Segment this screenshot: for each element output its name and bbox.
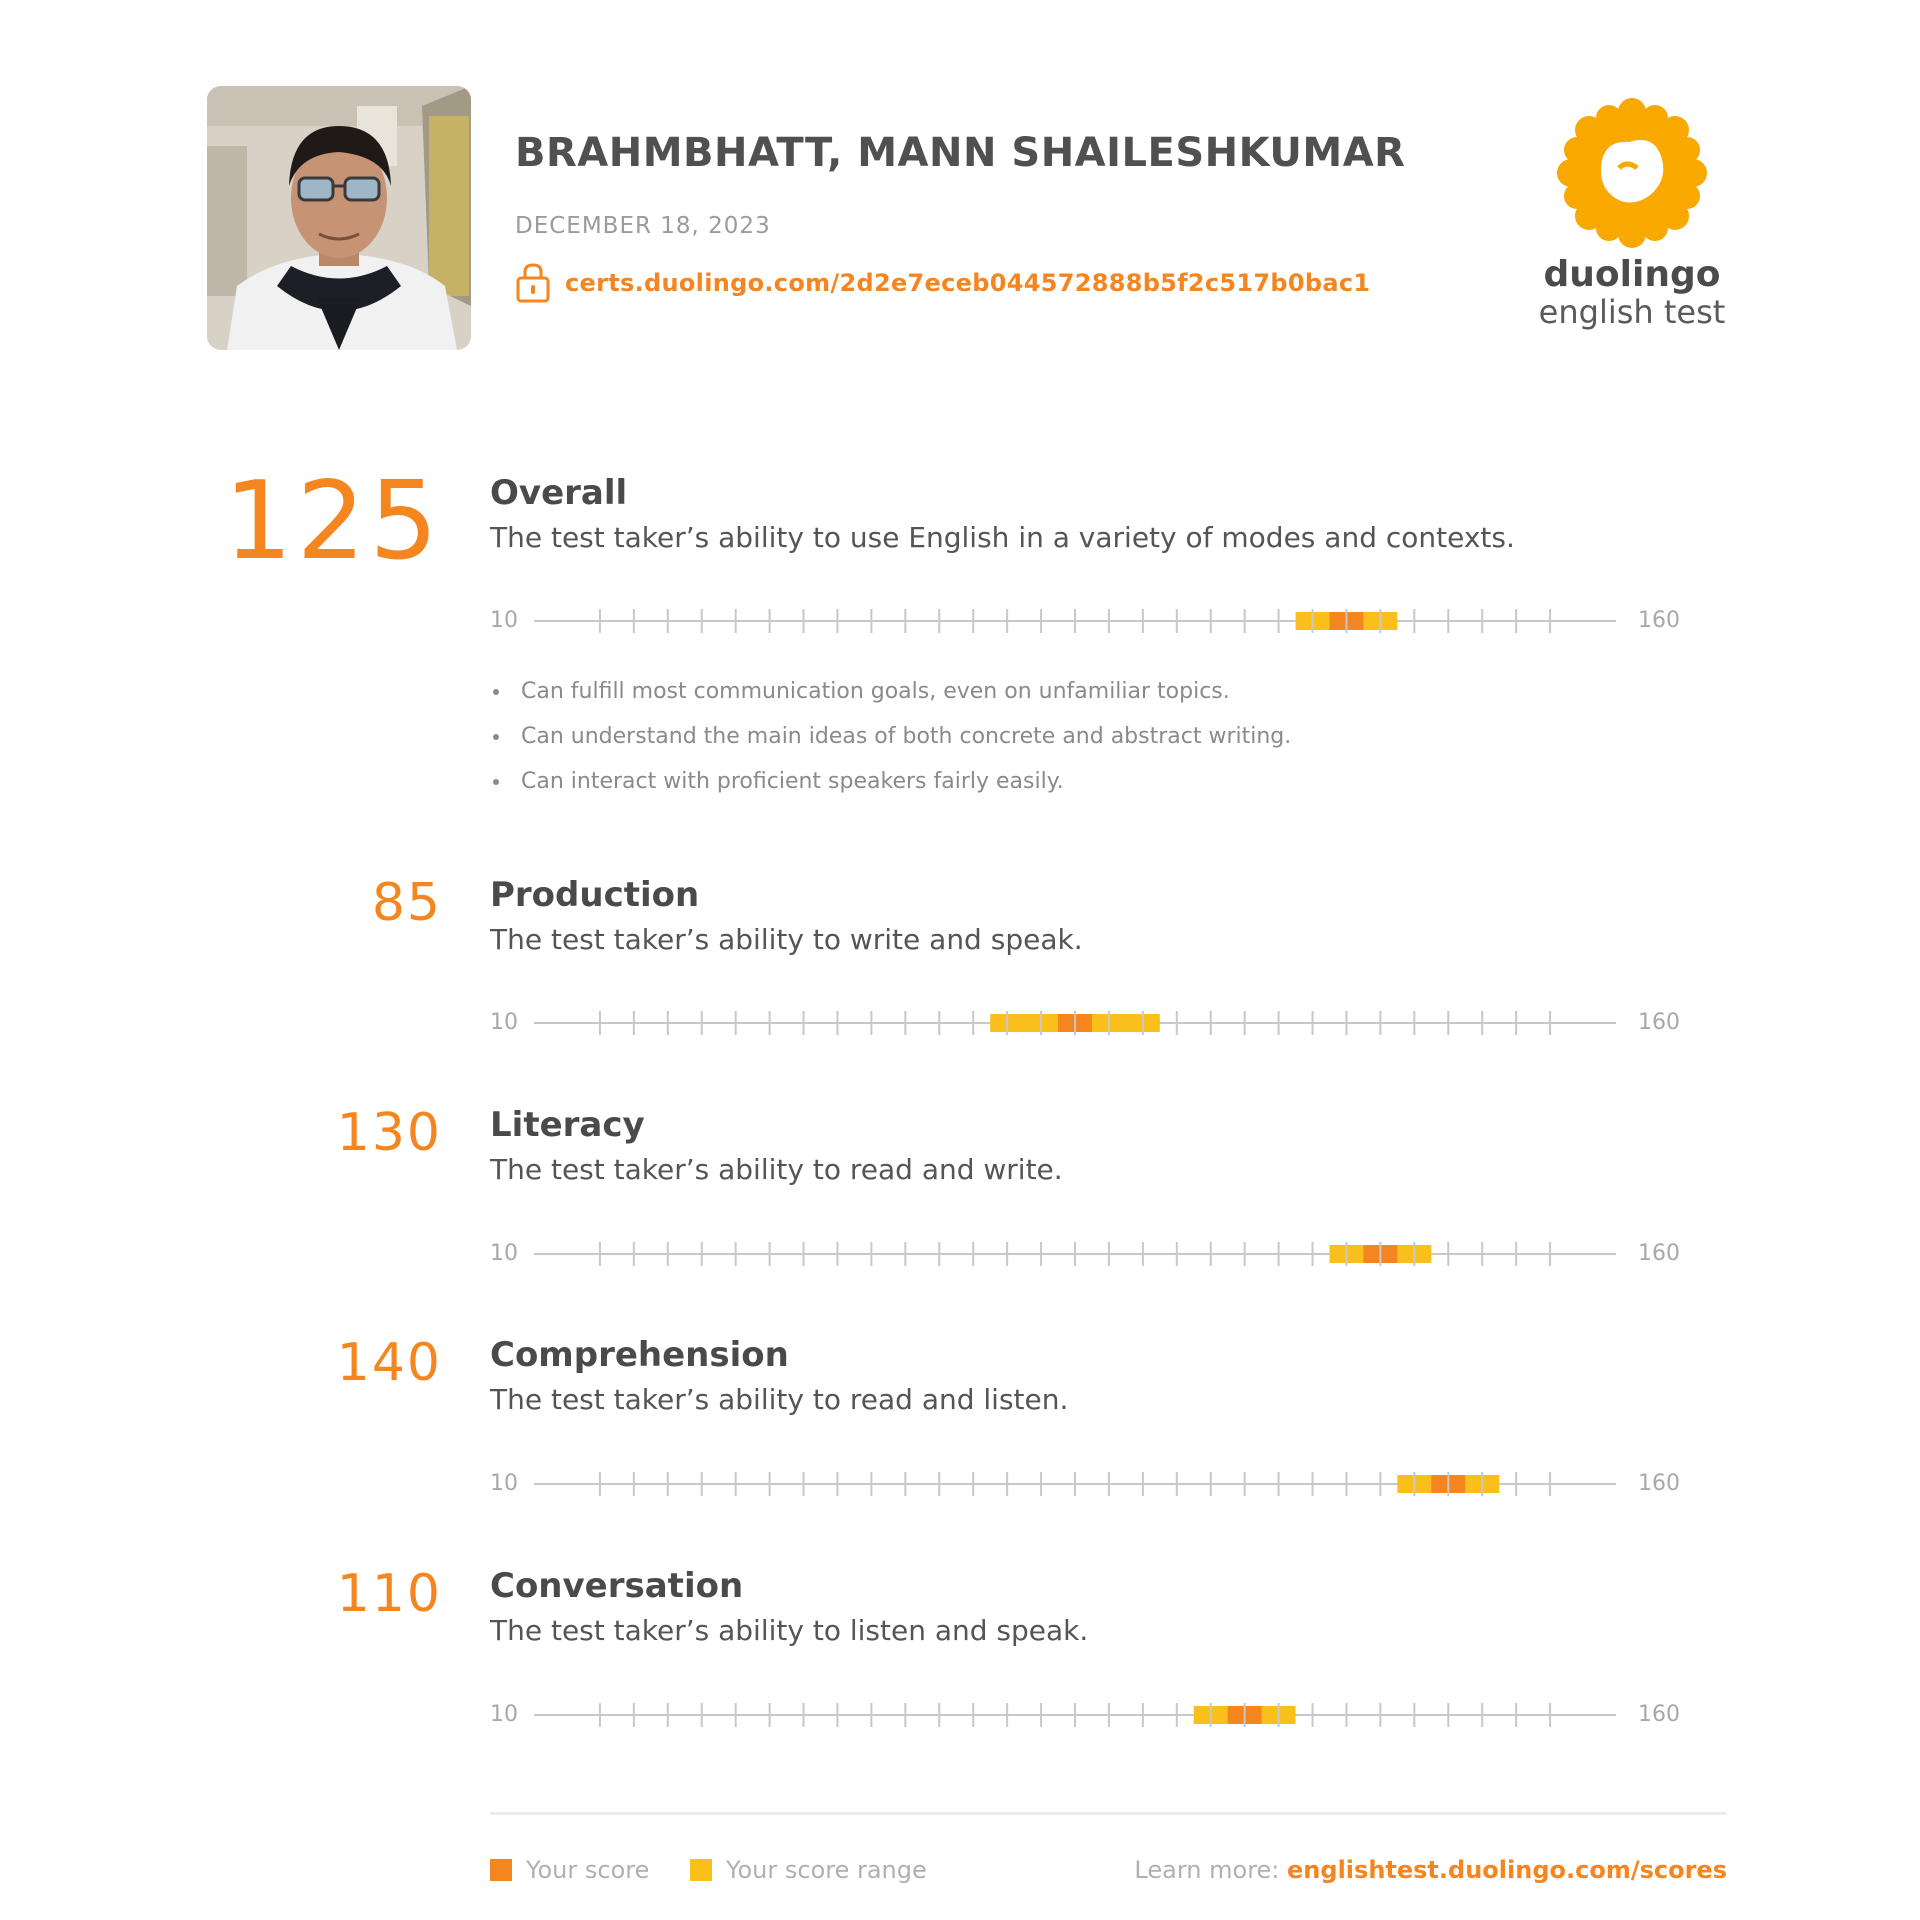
scale-min-label: 10 — [490, 1471, 518, 1496]
conversation-title: Conversation — [490, 1566, 744, 1606]
literacy-score: 130 — [336, 1103, 442, 1163]
conversation-score-scale — [490, 1695, 1680, 1735]
candidate-photo — [207, 86, 471, 350]
overall-descriptors — [490, 669, 1291, 804]
range-swatch — [690, 1859, 712, 1881]
comprehension-score-scale — [490, 1464, 1680, 1504]
descriptor-item: Can fulfill most communication goals, even on unfamiliar topics. — [490, 669, 1291, 714]
conversation-score: 110 — [336, 1564, 442, 1624]
scale-min-label: 10 — [490, 1010, 518, 1035]
duolingo-badge-icon — [1557, 98, 1707, 248]
footer — [490, 1856, 1727, 1896]
overall-title: Overall — [490, 473, 628, 513]
logo-brand: duolingo — [1543, 254, 1721, 295]
overall-description: The test taker’s ability to use English in a variety of modes and contexts. — [490, 521, 1515, 554]
scale-max-label: 160 — [1638, 1241, 1680, 1266]
conversation-scale-track — [534, 1695, 1616, 1735]
certificate-header — [207, 86, 1727, 356]
legend-your-score: Your score — [490, 1856, 649, 1884]
overall-score: 125 — [223, 459, 442, 584]
overall-scale-track — [534, 601, 1616, 641]
learn-more — [1134, 1856, 1727, 1884]
literacy-scale-track — [534, 1234, 1616, 1274]
logo-subtitle: english test — [1538, 293, 1726, 331]
literacy-title: Literacy — [490, 1105, 645, 1145]
comprehension-scale-track — [534, 1464, 1616, 1504]
descriptor-item: Can interact with proficient speakers fairly easily. — [490, 759, 1291, 804]
scale-min-label: 10 — [490, 1702, 518, 1727]
scale-max-label: 160 — [1638, 1702, 1680, 1727]
production-score-scale — [490, 1003, 1680, 1043]
scale-min-label: 10 — [490, 1241, 518, 1266]
scale-max-label: 160 — [1638, 1471, 1680, 1496]
literacy-score-scale — [490, 1234, 1680, 1274]
scale-max-label: 160 — [1638, 1010, 1680, 1035]
comprehension-description: The test taker’s ability to read and listen. — [490, 1383, 1069, 1416]
production-score: 85 — [371, 873, 442, 933]
conversation-description: The test taker’s ability to listen and speak. — [490, 1614, 1089, 1647]
learn-more-link[interactable]: englishtest.duolingo.com/scores — [1287, 1856, 1727, 1884]
scale-min-label: 10 — [490, 608, 518, 633]
comprehension-score: 140 — [336, 1333, 442, 1393]
legend-score-range: Your score range — [690, 1856, 927, 1884]
duolingo-logo — [1537, 98, 1727, 330]
comprehension-title: Comprehension — [490, 1335, 789, 1375]
overall-score-scale — [490, 601, 1680, 641]
production-scale-track — [534, 1003, 1616, 1043]
lock-icon — [515, 262, 551, 304]
footer-divider — [490, 1812, 1727, 1815]
candidate-name: BRAHMBHATT, MANN SHAILESHKUMAR — [515, 130, 1406, 176]
scale-max-label: 160 — [1638, 608, 1680, 633]
score-swatch — [490, 1859, 512, 1881]
production-description: The test taker’s ability to write and speak. — [490, 923, 1083, 956]
production-title: Production — [490, 875, 700, 915]
descriptor-item: Can understand the main ideas of both concrete and abstract writing. — [490, 714, 1291, 759]
learn-more-label: Learn more: — [1134, 1856, 1280, 1884]
literacy-description: The test taker’s ability to read and write. — [490, 1153, 1063, 1186]
test-date: DECEMBER 18, 2023 — [515, 213, 771, 239]
certificate-link[interactable] — [515, 262, 1370, 304]
certificate-url[interactable]: certs.duolingo.com/2d2e7eceb044572888b5f2c517b0bac1 — [565, 269, 1371, 297]
